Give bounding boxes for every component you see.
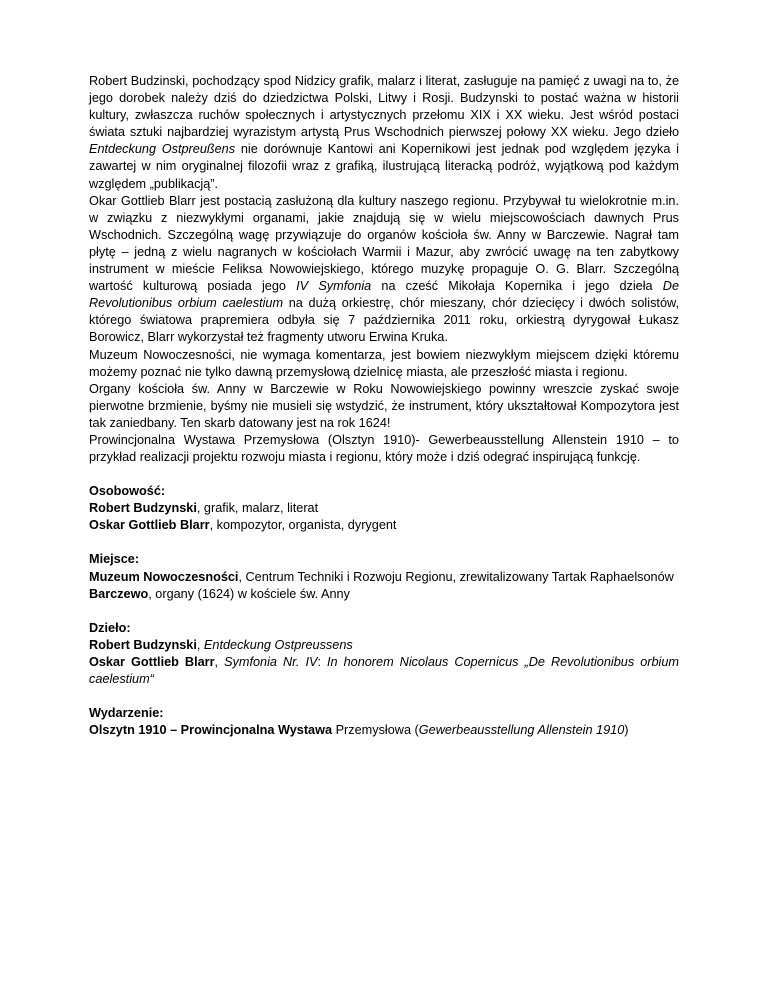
place-name: Barczewo xyxy=(89,586,149,601)
paragraph-muzeum: Muzeum Nowoczesności, nie wymaga komentarza, jest bowiem niezwykłym miejscem dzięki któremu możemy poznać nie tylko dawną przemysłową dzielnicę miasta, ale przeszłość miasta i regionu. xyxy=(89,347,679,379)
person-name: Robert Budzynski xyxy=(89,501,197,516)
list-item: Olszytn 1910 – Prowincjonalna Wystawa Przemysłowa (Gewerbeausstellung Allenstein 1910) xyxy=(89,723,629,738)
section-heading: Dzieło: xyxy=(89,620,131,635)
work-title: IV Symfonia xyxy=(296,279,372,294)
paragraph-blarr xyxy=(89,193,679,347)
work-title: Entdeckung Ostpreussens xyxy=(203,637,353,652)
person-name: Oskar Gottlieb Blarr xyxy=(89,518,210,533)
list-item: Robert Budzynski, Entdeckung Ostpreussens xyxy=(89,637,353,652)
place-desc: , Centrum Techniki i Rozwoju Regionu, zrewitalizowany Tartak Raphaelsonów xyxy=(238,569,674,584)
paragraph-organy: Organy kościoła św. Anny w Barczewie w Roku Nowowiejskiego powinny wreszcie zyskać swoje pierwotne brzmienie, byśmy nie musieli się wstydzić, że instrument, który ukształtował Kompozytora jest tak zaniedbany. Ten skarb datowany jest na rok 1624! xyxy=(89,381,679,430)
work-subtitle: In honorem Nicolaus Copernicus „De Revolutionibus orbium caelestium“ xyxy=(89,654,679,686)
paragraph-text: Okar Gottlieb Blarr jest postacią zasłużoną dla kultury naszego regionu. Przybywał tu wielokrotnie m.in. w związku z niezwykłymi organami, jakie znajdują się w wielu miejscowościach dawnych Prus Wschodnich. Szczególną wagę przywiązuje do organów kościoła św. Anny w Barczewie. Nagrał tam płytę – jedną z wielu nagranych w kościołach Warmii i Mazur, aby zwrócić uwagę na ten zabytkowy instrument w mieście Feliksa Nowowiejskiego, którego muzykę propaguje O. G. Blarr. Szczególną wartość kulturową posiada jego xyxy=(89,193,679,294)
section-dzielo xyxy=(89,620,679,688)
paragraph-text: na cześć Mikołaja Kopernika i jego dzieła xyxy=(371,279,663,294)
person-desc: , grafik, malarz, literat xyxy=(196,501,319,516)
list-item xyxy=(89,517,679,534)
paragraph-text: Robert Budzinski, pochodzący spod Nidzicy grafik, malarz i literat, zasługuje na pamięć z uwagi na to, że jego dorobek należy dziś do dziedzictwa Polski, Litwy i Rosji. Budzynski to postać ważna w historii kultury, zwłaszcza ruchów społecznych i artystycznych przełomu XIX i XX wieku. Jest wśród postaci świata sztuki najbardziej wyrazistym artystą Prus Wschodnich pierwszej połowy XX wieku. Jego dzieło xyxy=(89,74,679,140)
event-title: Gewerbeausstellung Allenstein 1910 xyxy=(418,723,625,738)
author-name: Robert Budzynski xyxy=(89,637,197,652)
paragraph-budzinski xyxy=(89,73,679,193)
section-heading: Wydarzenie: xyxy=(89,706,164,721)
author-name: Oskar Gottlieb Blarr xyxy=(89,654,215,669)
person-desc: , kompozytor, organista, dyrygent xyxy=(209,518,397,533)
section-heading: Miejsce: xyxy=(89,552,140,567)
list-item xyxy=(89,500,679,517)
work-title: Entdeckung Ostpreußens xyxy=(89,142,236,157)
event-name: Olszytn 1910 – Prowincjonalna Wystawa xyxy=(89,723,333,738)
place-name: Muzeum Nowoczesności xyxy=(89,569,239,584)
paragraph-text: nie dorównuje Kantowi ani Kopernikowi jest jednak pod względem języka i zawartej w nim oryginalnej filozofii wraz z grafiką, ilustrującą literacką podróż, wyjątkową pod każdym względem „publikacją”. xyxy=(89,142,680,191)
work-title: Symfonia Nr. IV xyxy=(224,654,318,669)
section-miejsce xyxy=(89,551,679,602)
work-title: De Revolutionibus orbium caelestium xyxy=(89,279,680,311)
list-item xyxy=(89,569,679,586)
place-desc: , organy (1624) w kościele św. Anny xyxy=(148,586,350,601)
section-wydarzenie xyxy=(89,705,679,739)
list-item xyxy=(89,586,679,603)
section-osobowosc xyxy=(89,483,679,534)
list-item: Oskar Gottlieb Blarr, Symfonia Nr. IV: In honorem Nicolaus Copernicus „De Revolutionibus orbium caelestium“ xyxy=(89,654,679,686)
document-page xyxy=(89,73,679,739)
section-heading: Osobowość: xyxy=(89,484,166,499)
paragraph-text: na dużą orkiestrę, chór mieszany, chór dziecięcy i dwóch solistów, którego światowa prapremiera odbyła się 7 października 2011 roku, orkiestrą dyrygował Łukasz Borowicz, Blarr wykorzystał też fragmenty utworu Erwina Kruka. xyxy=(89,296,679,345)
paragraph-wystawa: Prowincjonalna Wystawa Przemysłowa (Olsztyn 1910)- Gewerbeausstellung Allenstein 1910 – to przykład realizacji projektu rozwoju miasta i regionu, który może i dziś odegrać inspirującą funkcję. xyxy=(89,432,679,465)
